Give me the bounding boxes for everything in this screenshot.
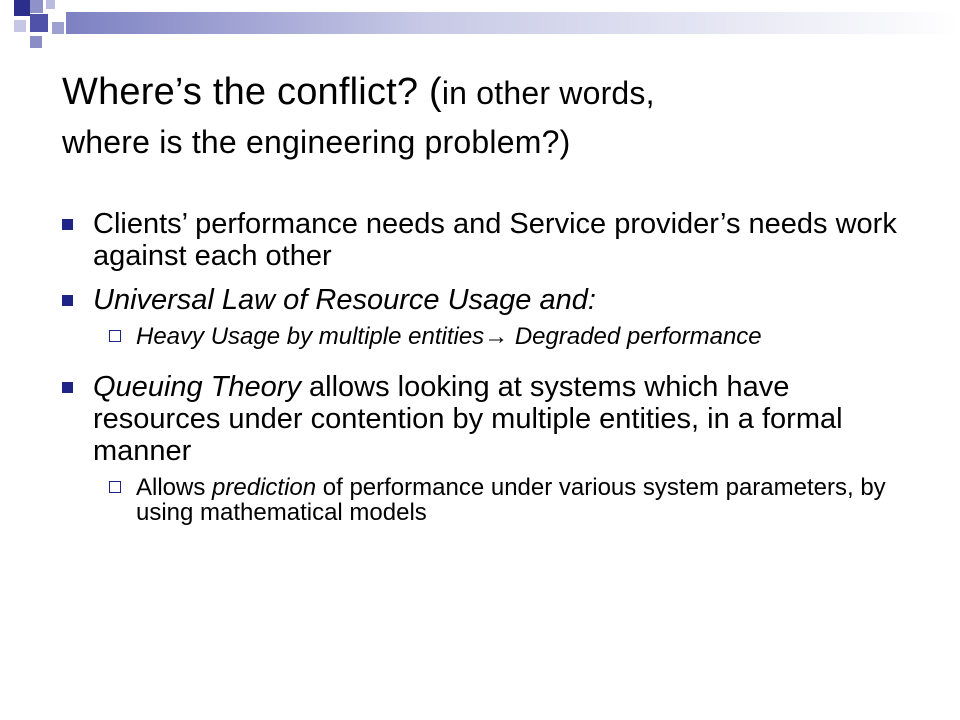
filled-square-bullet-icon (62, 219, 73, 230)
right-arrow-icon: → (484, 323, 509, 350)
sub-bullet-text: of performance under various system parameters, by using mathematical models (136, 474, 886, 526)
bullet-text: Universal Law of Resource Usage and: (93, 284, 596, 316)
slide-title (62, 68, 942, 166)
filled-square-bullet-icon (62, 295, 73, 306)
bullet-text: Clients’ performance needs and Service provider’s needs work against each other (93, 208, 897, 272)
title-line2: where is the engineering problem?) (62, 124, 571, 160)
sub-bullet-item (60, 324, 920, 349)
sub-bullet-text-italic: prediction (212, 474, 317, 501)
bullet-item (60, 208, 920, 272)
bullet-item (60, 371, 920, 467)
sub-bullet-text: Allows (136, 474, 213, 501)
sub-bullet-item (60, 475, 920, 525)
hollow-square-bullet-icon (109, 481, 121, 493)
sub-bullet-text: Degraded performance (508, 323, 762, 350)
header-square-decoration (14, 20, 26, 32)
header-gradient-bar (66, 12, 960, 34)
title-main: Where’s the conflict? ( (62, 71, 442, 113)
hollow-square-bullet-icon (109, 330, 121, 342)
sub-bullet-text: Heavy Usage by multiple entities (136, 323, 485, 350)
title-small: in other words, (441, 75, 655, 111)
header-square-decoration (52, 22, 64, 34)
header-square-decoration (30, 0, 43, 13)
header-square-decoration (14, 0, 30, 16)
bullet-text-italic: Queuing Theory (93, 371, 301, 403)
header-square-decoration (30, 14, 48, 32)
header-square-decoration (46, 0, 55, 9)
bullet-text: allows looking at systems which have resources under contention by multiple entities, in a formal manner (93, 371, 843, 467)
header-square-decoration (30, 36, 42, 48)
bullet-item (60, 284, 920, 316)
filled-square-bullet-icon (62, 382, 73, 393)
slide-body (60, 208, 920, 525)
